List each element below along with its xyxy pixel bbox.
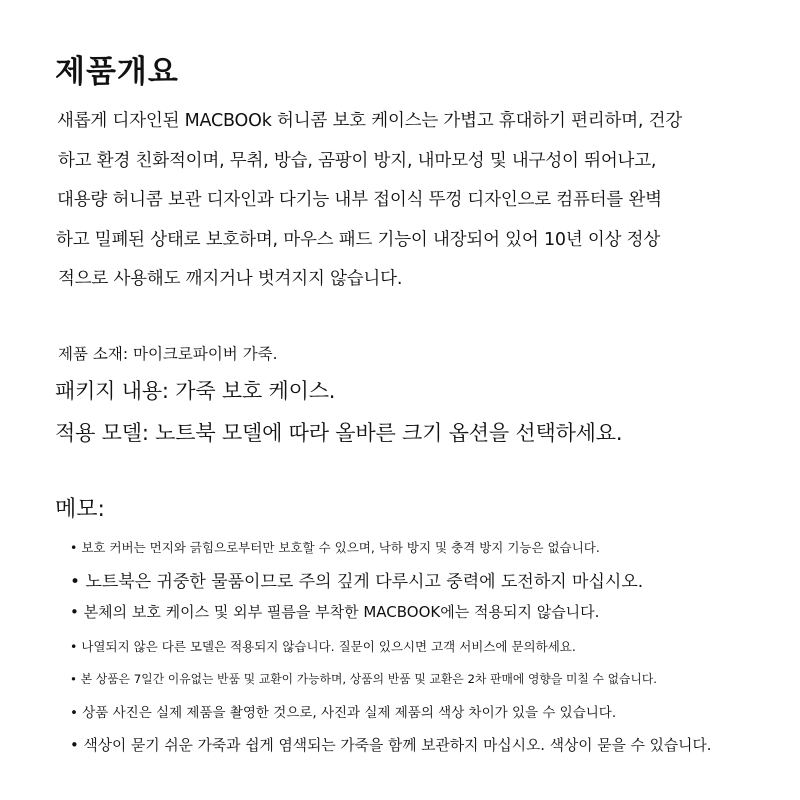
page-title: 제품개요	[55, 54, 179, 90]
memo-item-7: • 색상이 묻기 쉬운 가죽과 쉽게 염색되는 가죽을 함께 보관하지 마십시오. 색상이 묻을 수 있습니다.	[70, 734, 711, 755]
intro-line-1: 새롭게 디자인된 MACBOOk 허니콤 보호 케이스는 가볍고 휴대하기 편리하며, 건강	[57, 111, 683, 131]
memo-item-3: • 본체의 보호 케이스 및 외부 필름을 부착한 MACBOOK에는 적용되지 않습니다.	[70, 601, 599, 622]
memo-item-2: • 노트북은 귀중한 물품이므로 주의 깊게 다루시고 중력에 도전하지 마십시오.	[70, 567, 643, 592]
intro-line-2: 하고 환경 친화적이며, 무취, 방습, 곰팡이 방지, 내마모성 및 내구성이 뛰어나고,	[58, 151, 657, 171]
intro-line-4: 하고 밀폐된 상태로 보호하며, 마우스 패드 기능이 내장되어 있어 10년 이상 정상	[56, 230, 661, 250]
intro-line-3: 대용량 허니콤 보관 디자인과 다기능 내부 접이식 뚜껑 디자인으로 컴퓨터를 완벽	[57, 190, 662, 210]
memo-item-6: • 상품 사진은 실제 제품을 촬영한 것으로, 사진과 실제 제품의 색상 차이가 있을 수 있습니다.	[70, 701, 616, 721]
spec-package: 패키지 내용: 가죽 보호 케이스.	[55, 379, 336, 403]
intro-line-5: 적으로 사용해도 깨지거나 벗겨지지 않습니다.	[58, 269, 403, 289]
memo-item-4: • 나열되지 않은 다른 모델은 적용되지 않습니다. 질문이 있으시면 고객 서비스에 문의하세요.	[70, 637, 576, 655]
spec-model: 적용 모델: 노트북 모델에 따라 올바른 크기 옵션을 선택하세요.	[55, 421, 623, 445]
memo-title: 메모:	[55, 497, 105, 522]
spec-material: 제품 소재: 마이크로파이버 가죽.	[58, 345, 278, 363]
memo-item-1: • 보호 커버는 먼지와 긁힘으로부터만 보호할 수 있으며, 낙하 방지 및 충격 방지 기능은 없습니다.	[70, 538, 600, 556]
memo-item-5: • 본 상품은 7일간 이유없는 반품 및 교환이 가능하며, 상품의 반품 및 교환은 2차 판매에 영향을 미칠 수 없습니다.	[70, 670, 657, 687]
